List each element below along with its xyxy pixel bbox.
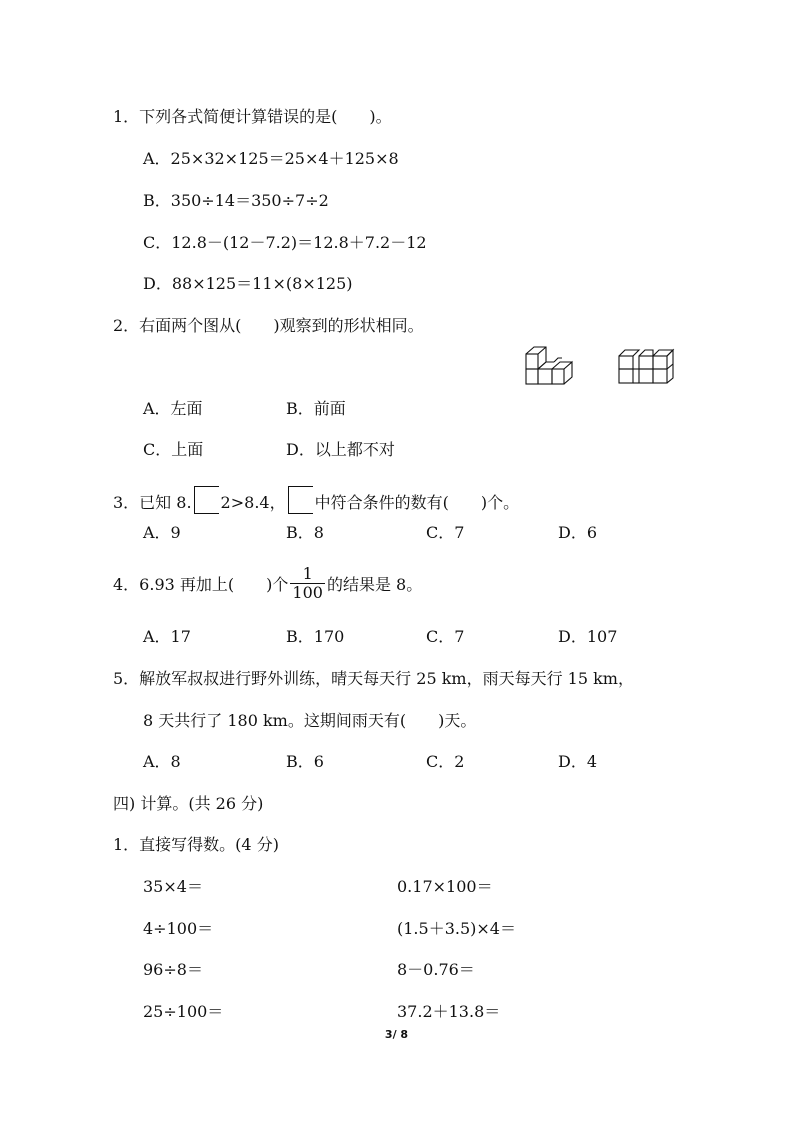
q1-stem: 1．下列各式简便计算错误的是( )。 (113, 107, 392, 126)
q4-option-a: A．17 (143, 627, 191, 646)
calc-item: 8－0.76＝ (397, 960, 475, 979)
q5-option-b: B．6 (286, 752, 324, 771)
q5-option-a: A．8 (143, 752, 181, 771)
blank-box (288, 486, 313, 514)
q3-option-d: D．6 (558, 523, 598, 542)
q5-stem-line1: 5．解放军叔叔进行野外训练，晴天每天行 25 km，雨天每天行 15 km， (113, 669, 634, 688)
q1-option-b: B．350÷14＝350÷7÷2 (143, 191, 329, 210)
q3-stem-part-b: 2>8.4， (220, 493, 286, 512)
calc-item: 96÷8＝ (143, 960, 203, 979)
q2-option-b: B．前面 (286, 399, 346, 418)
section-title: 四) 计算。(共 26 分) (113, 794, 264, 813)
q3-stem-part-a: 3．已知 8. (113, 493, 192, 512)
q1-option-a: A．25×32×125＝25×4＋125×8 (143, 149, 399, 168)
fraction-numerator: 1 (290, 565, 325, 584)
q4-stem-part-b: 的结果是 8。 (326, 575, 423, 594)
calc-item: 4÷100＝ (143, 919, 214, 938)
q3-option-b: B．8 (286, 523, 324, 542)
q5-stem-line2: 8 天共行了 180 km。这期间雨天有( )天。 (143, 711, 477, 730)
calc-item: 35×4＝ (143, 877, 203, 896)
fraction (290, 565, 325, 602)
q4-option-b: B．170 (286, 627, 345, 646)
calc-item: 37.2＋13.8＝ (397, 1002, 501, 1021)
q1-option-c: C．12.8－(12－7.2)＝12.8＋7.2－12 (143, 233, 427, 252)
calc-item: (1.5＋3.5)×4＝ (397, 919, 516, 938)
q4-stem (113, 565, 422, 605)
q4-option-d: D．107 (558, 627, 618, 646)
q2-option-c: C．上面 (143, 440, 204, 459)
blank-box (194, 486, 219, 514)
calc-item: 0.17×100＝ (397, 877, 493, 896)
q5-option-c: C．2 (426, 752, 465, 771)
q3-stem (113, 486, 519, 514)
q1-option-d: D．88×125＝11×(8×125) (143, 274, 353, 293)
q4-option-c: C．7 (426, 627, 465, 646)
fraction-denominator: 100 (292, 583, 323, 602)
q3-option-c: C．7 (426, 523, 465, 542)
q2-option-d: D．以上都不对 (286, 440, 395, 459)
cube-figure-right (617, 344, 677, 386)
q2-option-a: A．左面 (143, 399, 203, 418)
cube-figure-left (522, 343, 578, 387)
q3-option-a: A．9 (143, 523, 181, 542)
calc1-stem: 1．直接写得数。(4 分) (113, 835, 279, 854)
q3-stem-part-c: 中符合条件的数有( )个。 (314, 493, 520, 512)
q4-stem-part-a: 4．6.93 再加上( )个 (113, 575, 289, 594)
page-number: 3/ 8 (384, 1028, 409, 1041)
q5-option-d: D．4 (558, 752, 598, 771)
calc-item: 25÷100＝ (143, 1002, 224, 1021)
q2-stem: 2．右面两个图从( )观察到的形状相同。 (113, 316, 424, 335)
